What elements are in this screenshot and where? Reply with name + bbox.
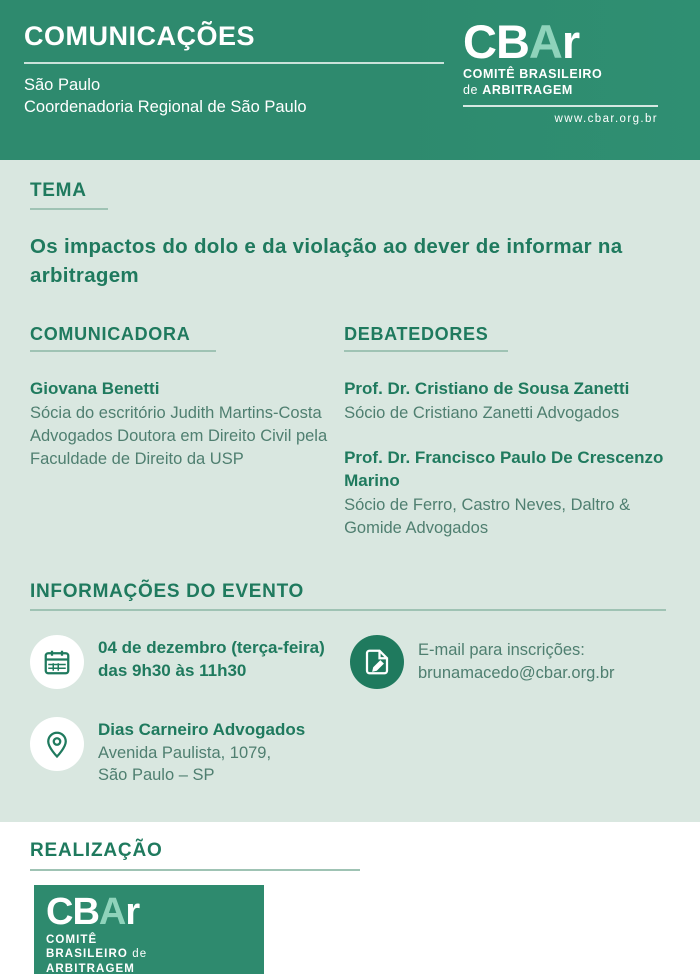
event-date-row	[30, 635, 350, 689]
footer-logo-subtitle-line2	[46, 947, 252, 961]
list-item	[344, 378, 670, 425]
footer-logo-text-r: r	[125, 891, 140, 933]
realizacao-label: REALIZAÇÃO	[30, 840, 163, 861]
logo-subtitle-line1: COMITÊ BRASILEIRO	[463, 67, 603, 81]
person-description: Sócio de Cristiano Zanetti Advogados	[344, 404, 620, 423]
person-name: Giovana Benetti	[30, 379, 160, 399]
registration-email-label: E-mail para inscrições:	[418, 641, 585, 660]
event-date-text	[98, 635, 350, 682]
logo-text-a: A	[528, 15, 562, 68]
logo-text-r: r	[561, 15, 580, 68]
cbar-wordmark	[463, 15, 678, 68]
tema-section	[30, 180, 670, 290]
registration-email-address[interactable]: brunamacedo@cbar.org.br	[418, 664, 615, 683]
speakers-columns	[30, 324, 670, 539]
debatedores-heading-underline	[344, 350, 508, 352]
event-venue-text	[98, 717, 305, 786]
informacoes-grid	[30, 635, 670, 814]
person-name: Prof. Dr. Cristiano de Sousa Zanetti	[344, 379, 630, 399]
informacoes-left-column	[30, 635, 350, 814]
logo-subtitle-arbitragem: ARBITRAGEM	[482, 82, 573, 97]
logo-text-cb: CB	[463, 15, 529, 68]
page-title: COMUNICAÇÕES	[24, 21, 256, 51]
footer-logo-text-a: A	[98, 891, 126, 933]
realizacao-underline	[30, 869, 360, 871]
informacoes-label-underline	[30, 609, 666, 611]
header-divider	[24, 62, 444, 64]
venue-address-line1: Avenida Paulista, 1079,	[98, 743, 272, 762]
person-description: Sócia do escritório Judith Martins-Costa Advogados Doutora em Direito Civil pela Faculdade de Direito da USP	[30, 404, 328, 468]
registration-email-row	[350, 635, 670, 689]
tema-text: Os impactos do dolo e da violação ao dever de informar na arbitragem	[30, 235, 623, 288]
footer-logo-subtitle-de: de	[132, 948, 148, 961]
logo-subtitle-line2	[463, 83, 678, 99]
informacoes-section	[30, 581, 670, 611]
list-item	[30, 378, 344, 470]
header-subtitle-line2: Coordenadoria Regional de São Paulo	[24, 97, 307, 116]
location-pin-icon	[30, 717, 84, 771]
tema-label-underline	[30, 208, 108, 210]
footer-cbar-logo	[34, 885, 264, 974]
comunicadora-column	[30, 324, 344, 539]
comunicadora-heading: COMUNICADORA	[30, 324, 191, 345]
logo-divider	[463, 105, 658, 107]
cbar-logo	[463, 15, 678, 126]
venue-address-line2: São Paulo – SP	[98, 765, 215, 784]
debatedores-heading: DEBATEDORES	[344, 324, 489, 345]
calendar-icon	[30, 635, 84, 689]
debatedores-column	[344, 324, 670, 539]
comunicadora-heading-underline	[30, 350, 216, 352]
event-venue-row	[30, 717, 350, 786]
venue-name: Dias Carneiro Advogados	[98, 720, 306, 740]
logo-subtitle-de: de	[463, 82, 483, 97]
informacoes-label: INFORMAÇÕES DO EVENTO	[30, 581, 305, 603]
informacoes-right-column	[350, 635, 670, 814]
footer	[0, 822, 700, 974]
tema-label: TEMA	[30, 180, 87, 201]
event-date-value: 04 de dezembro (terça-feira) das 9h30 às 11h30	[98, 638, 325, 680]
header	[0, 0, 700, 160]
footer-logo-subtitle	[46, 933, 252, 974]
document-edit-icon	[350, 635, 404, 689]
logo-subtitle	[463, 67, 678, 98]
header-subtitle-line1: São Paulo	[24, 75, 101, 94]
footer-logo-text-cb: CB	[46, 891, 99, 933]
registration-email-text	[418, 635, 615, 685]
footer-logo-subtitle-line1: COMITÊ	[46, 934, 98, 946]
list-item	[344, 447, 670, 539]
person-description: Sócio de Ferro, Castro Neves, Daltro & Gomide Advogados	[344, 495, 631, 537]
website-url[interactable]: www.cbar.org.br	[554, 113, 658, 126]
footer-logo-subtitle-line3: ARBITRAGEM	[46, 962, 135, 974]
footer-cbar-wordmark	[46, 893, 252, 931]
person-name: Prof. Dr. Francisco Paulo De Crescenzo Marino	[344, 447, 664, 490]
body-content	[0, 160, 700, 814]
footer-logo-subtitle-brasileiro: BRASILEIRO	[46, 948, 133, 961]
